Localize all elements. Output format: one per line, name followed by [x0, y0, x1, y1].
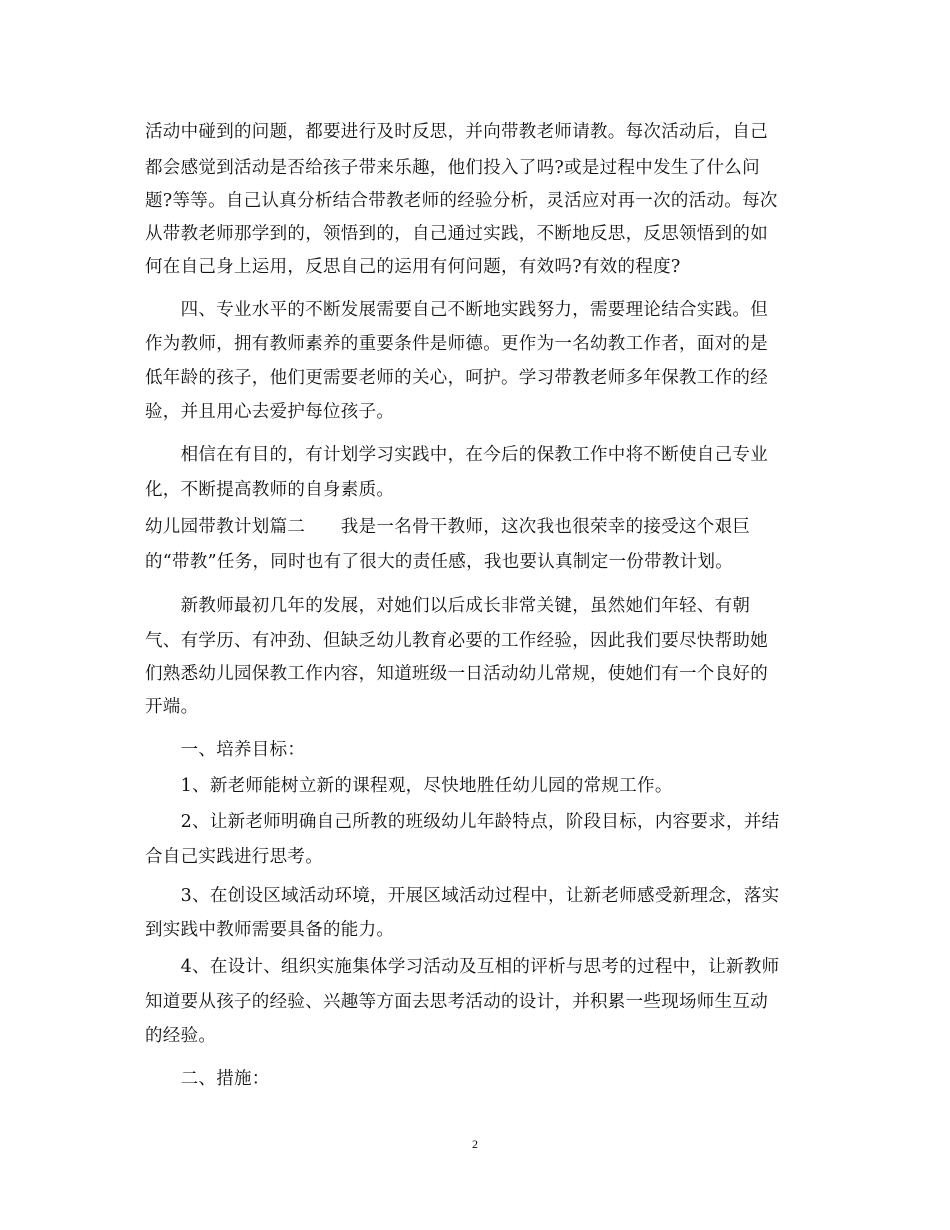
paragraph-line: 一、培养目标： — [145, 740, 306, 760]
paragraph-line: 1、新老师能树立新的课程观，尽快地胜任幼儿园的常规工作。 — [145, 776, 673, 796]
paragraph-line: 知道要从孩子的经验、兴趣等方面去思考活动的设计，并积累一些现场师生互动 — [145, 992, 768, 1012]
paragraph-line: 合自己实践进行思考。 — [145, 847, 323, 867]
section-heading-line: 幼儿园带教计划篇二 我是一名骨干教师，这次我也很荣幸的接受这个艰巨 — [145, 517, 751, 537]
paragraph-line: 都会感觉到活动是否给孩子带来乐趣，他们投入了吗?或是过程中发生了什么问 — [145, 158, 760, 178]
paragraph-line: 气、有学历、有冲劲、但缺乏幼儿教育必要的工作经验，因此我们要尽快帮助她 — [145, 631, 768, 651]
page-number: 2 — [472, 1137, 478, 1151]
paragraph-line: 从带教老师那学到的，领悟到的，自己通过实践，不断地反思，反思领悟到的如 — [145, 224, 768, 244]
paragraph-line: 低年龄的孩子，他们更需要老师的关心，呵护。学习带教老师多年保教工作的经 — [145, 368, 768, 388]
paragraph-line: 开端。 — [145, 697, 199, 717]
paragraph-line: 二、措施： — [145, 1069, 270, 1089]
paragraph-line: 相信在有目的，有计划学习实践中，在今后的保教工作中将不断使自己专业 — [145, 445, 768, 465]
paragraph-line: 验，并且用心去爱护每位孩子。 — [145, 402, 395, 422]
paragraph-line: 作为教师，拥有教师素养的重要条件是师德。更作为一名幼教工作者，面对的是 — [145, 334, 768, 354]
paragraph-line: 到实践中教师需要具备的能力。 — [145, 920, 395, 940]
paragraph-line: 的经验。 — [145, 1026, 217, 1046]
paragraph-line: 何在自己身上运用，反思自己的运用有何问题，有效吗?有效的程度? — [145, 257, 681, 277]
paragraph-line: 4、在设计、组织实施集体学习活动及互相的评析与思考的过程中，让新教师 — [145, 957, 780, 977]
paragraph-line: 的“带教”任务，同时也有了很大的责任感，我也要认真制定一份带教计划。 — [145, 552, 734, 572]
paragraph-line: 四、专业水平的不断发展需要自己不断地实践努力，需要理论结合实践。但 — [145, 300, 768, 320]
paragraph-line: 3、在创设区域活动环境，开展区域活动过程中，让新老师感受新理念，落实 — [145, 886, 780, 906]
paragraph-line: 化，不断提高教师的自身素质。 — [145, 480, 395, 500]
paragraph-line: 新教师最初几年的发展，对她们以后成长非常关键，虽然她们年轻、有朝 — [145, 596, 751, 616]
paragraph-line: 题?等等。自己认真分析结合带教老师的经验分析，灵活应对再一次的活动。每次 — [145, 191, 778, 211]
paragraph-line: 活动中碰到的问题，都要进行及时反思，并向带教老师请教。每次活动后，自己 — [145, 122, 768, 142]
paragraph-line: 2、让新老师明确自己所教的班级幼儿年龄特点，阶段目标，内容要求，并结 — [145, 812, 780, 832]
paragraph-line: 们熟悉幼儿园保教工作内容，知道班级一日活动幼儿常规，使她们有一个良好的 — [145, 664, 768, 684]
